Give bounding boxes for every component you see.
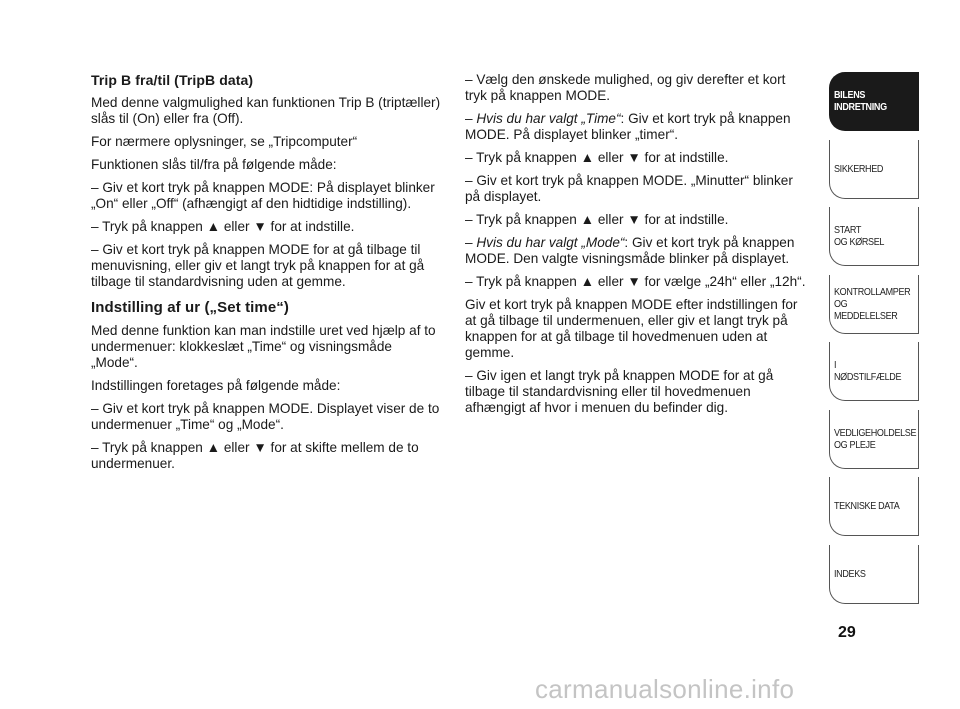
tab-i-nodstilfaelde[interactable] xyxy=(829,342,919,401)
tab-indeks[interactable] xyxy=(829,545,919,604)
page-number: 29 xyxy=(838,624,856,641)
paragraph: – Tryk på knappen ▲ eller ▼ for at indstille. xyxy=(465,150,729,165)
paragraph: – Giv et kort tryk på knappen MODE. Displayet viser de to undermenuer „Time“ og „Mode“. xyxy=(91,401,440,432)
paragraph: Giv et kort tryk på knappen MODE efter indstillingen for at gå tilbage til undermenuen, eller giv et langt tryk på knappen for at gå tilbage til hovedmenuen uden at gemme. xyxy=(465,297,798,360)
italic-lead: Hvis du har valgt „Time“ xyxy=(476,111,621,126)
paragraph: – Tryk på knappen ▲ eller ▼ for vælge „24h“ eller „12h“. xyxy=(465,274,806,289)
watermark: carmanualsonline.info xyxy=(535,674,795,704)
paragraph xyxy=(465,235,810,267)
tab-label: BILENS INDRETNING xyxy=(834,89,887,113)
right-column xyxy=(465,72,810,423)
paragraph-rest: : Giv et kort tryk på knappen MODE. På displayet blinker „timer“. xyxy=(465,111,791,142)
tab-label: SIKKERHED xyxy=(834,162,884,175)
tab-label: VEDLIGEHOLDELSE OG PLEJE xyxy=(834,426,917,451)
paragraph: Indstillingen foretages på følgende måde: xyxy=(91,378,341,393)
paragraph xyxy=(465,111,810,143)
paragraph-rest: : Giv et kort tryk på knappen MODE. Den valgte visningsmåde blinker på displayet. xyxy=(465,235,795,266)
paragraph: – Giv igen et langt tryk på knappen MODE for at gå tilbage til standardvisning eller til hovedmenuen afhængigt af hvor i menuen du befinder dig. xyxy=(465,368,774,415)
tab-kontrollamper[interactable] xyxy=(829,275,919,334)
left-column xyxy=(91,72,441,479)
tab-label: KONTROLLAMPER OG MEDDELELSER xyxy=(834,285,911,322)
paragraph: Funktionen slås til/fra på følgende måde: xyxy=(91,157,337,172)
paragraph: – Giv et kort tryk på knappen MODE: På displayet blinker „On“ eller „Off“ (afhængigt af den hidtidige indstilling). xyxy=(91,180,435,211)
tab-label: START OG KØRSEL xyxy=(834,224,885,248)
paragraph: – Giv et kort tryk på knappen MODE. „Minutter“ blinker på displayet. xyxy=(465,173,793,204)
heading-trip-b: Trip B fra/til (TripB data) xyxy=(91,72,254,88)
paragraph: Med denne funktion kan man indstille uret ved hjælp af to undermenuer: klokkeslæt „Time“ og visningsmåde „Mode“. xyxy=(91,323,436,370)
tab-start-og-korsel[interactable] xyxy=(829,207,919,266)
tab-bilens-indretning[interactable] xyxy=(829,72,919,131)
paragraph: – Vælg den ønskede mulighed, og giv derefter et kort tryk på knappen MODE. xyxy=(465,72,786,103)
chapter-tabs xyxy=(829,72,919,612)
paragraph: For nærmere oplysninger, se „Tripcomputer“ xyxy=(91,134,358,149)
paragraph: – Tryk på knappen ▲ eller ▼ for at skifte mellem de to undermenuer. xyxy=(91,440,419,471)
dash: – xyxy=(465,111,477,126)
paragraph: Med denne valgmulighed kan funktionen Trip B (triptæller) slås til (On) eller fra (Off). xyxy=(91,95,441,126)
heading-set-time: Indstilling af ur („Set time“) xyxy=(91,299,290,316)
tab-sikkerhed[interactable] xyxy=(829,140,919,199)
tab-label: TEKNISKE DATA xyxy=(834,500,900,512)
paragraph: – Tryk på knappen ▲ eller ▼ for at indstille. xyxy=(91,219,355,234)
paragraph: – Giv et kort tryk på knappen MODE for at gå tilbage til menuvisning, eller giv et langt tryk på knappen for at gå tilbage til standardvisning uden at gemme. xyxy=(91,242,425,289)
tab-label: INDEKS xyxy=(834,567,866,580)
tab-tekniske-data[interactable] xyxy=(829,477,919,536)
paragraph: – Tryk på knappen ▲ eller ▼ for at indstille. xyxy=(465,212,729,227)
italic-lead: Hvis du har valgt „Mode“ xyxy=(476,235,625,250)
tab-label: I NØDSTILFÆLDE xyxy=(834,359,902,383)
tab-vedligeholdelse[interactable] xyxy=(829,410,919,469)
dash: – xyxy=(465,235,477,250)
